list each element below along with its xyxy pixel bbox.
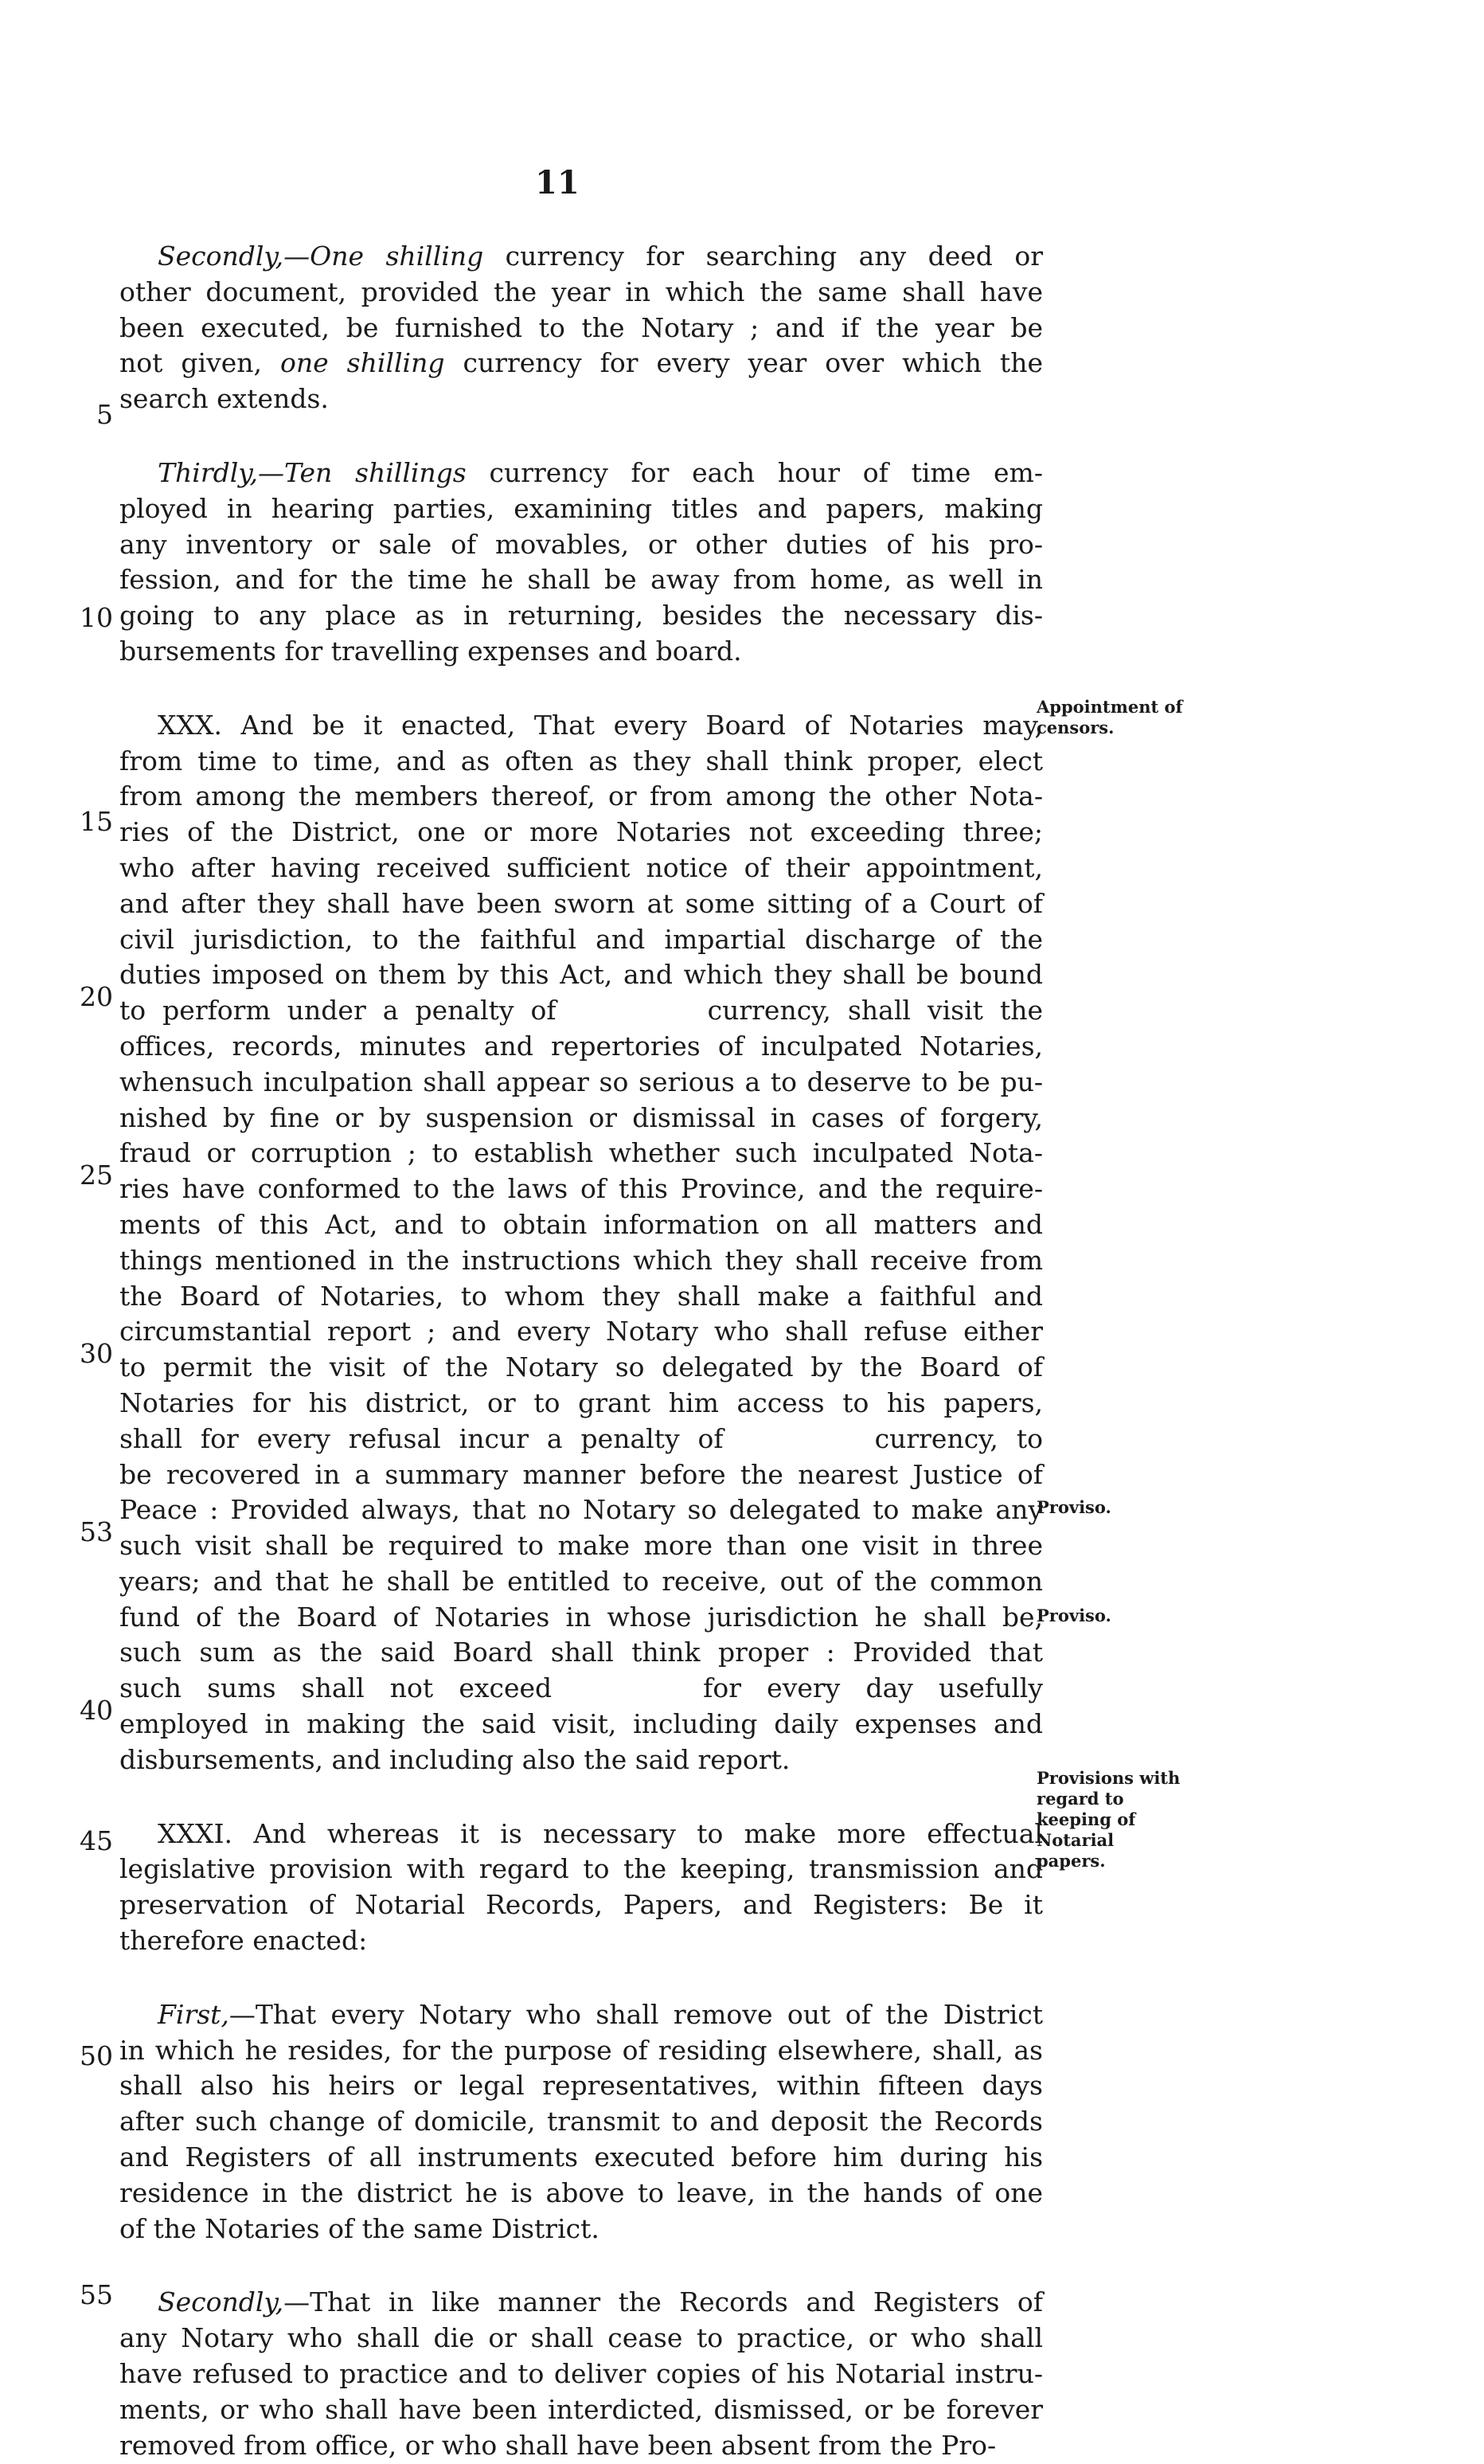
text-line bbox=[119, 957, 1043, 993]
text-span: years; and that he shall be entitled to receive, out of the common bbox=[119, 1565, 1043, 1597]
text-span: in which he resides, for the purpose of residing elsewhere, shall, as bbox=[119, 2034, 1043, 2066]
text-line bbox=[119, 381, 1043, 417]
line-number: 53 bbox=[80, 1516, 113, 1547]
text-span: search extends. bbox=[119, 383, 329, 415]
text-span: the Board of Notaries, to whom they shall make a faithful and bbox=[119, 1280, 1043, 1312]
text-line bbox=[119, 527, 1043, 563]
text-line bbox=[119, 1101, 1043, 1136]
text-span: other document, provided the year in which the same shall have bbox=[119, 276, 1043, 307]
text-span: things mentioned in the instructions which they shall receive from bbox=[119, 1244, 1043, 1276]
text-span: bursements for travelling expenses and board. bbox=[119, 635, 742, 667]
paragraph-gap bbox=[119, 417, 1043, 456]
text-line bbox=[119, 1600, 1043, 1636]
text-line bbox=[119, 1029, 1043, 1065]
text-line bbox=[119, 1422, 1043, 1457]
margin-note-provisions-notarial-papers: Provisions with regard to keeping of Notarial papers. bbox=[1037, 1768, 1181, 1871]
text-span: ments of this Act, and to obtain information on all matters and bbox=[119, 1208, 1043, 1240]
text-line bbox=[119, 1386, 1043, 1422]
text-line bbox=[119, 2392, 1043, 2428]
text-line bbox=[119, 1171, 1043, 1207]
text-span: after such change of domicile, transmit to and deposit the Records bbox=[119, 2106, 1043, 2137]
text-span: offices, records, minutes and repertories of inculpated Notaries, bbox=[119, 1030, 1043, 1062]
text-line bbox=[119, 1207, 1043, 1243]
line-number: 10 bbox=[80, 602, 113, 633]
text-span: to permit the visit of the Notary so delegated by the Board of bbox=[119, 1351, 1043, 1383]
line-number: 40 bbox=[80, 1695, 113, 1726]
text-line bbox=[119, 1528, 1043, 1564]
text-line bbox=[119, 634, 1043, 670]
text-span: for every day usefully bbox=[703, 1672, 1043, 1704]
text-span: currency, to bbox=[874, 1422, 1043, 1454]
text-span: XXX. And be it enacted, That every Board of Notaries may, bbox=[158, 709, 1043, 741]
paragraph-gap bbox=[119, 1778, 1043, 1817]
text-span: be recovered in a summary manner before the nearest Justice of bbox=[119, 1458, 1043, 1490]
text-span: have refused to practice and to deliver copies of his Notarial instru- bbox=[119, 2358, 1043, 2390]
text-line bbox=[119, 2428, 1043, 2464]
text-line bbox=[119, 886, 1043, 922]
text-line bbox=[119, 1852, 1043, 1887]
text-span: disbursements, and including also the said report. bbox=[119, 1743, 791, 1775]
text-span: who after having received sufficient notice of their appointment, bbox=[119, 851, 1043, 883]
text-span: currency, shall visit the bbox=[707, 995, 1043, 1027]
text-span: duties imposed on them by this Act, and which they shall be bound bbox=[119, 959, 1043, 991]
text-line bbox=[119, 2033, 1043, 2069]
paragraph-secondly-2 bbox=[119, 2285, 1043, 2463]
text-line bbox=[119, 851, 1043, 886]
line-number: 50 bbox=[80, 2040, 113, 2071]
text-span: residence in the district he is above to leave, in the hands of one bbox=[119, 2177, 1043, 2208]
text-span: XXXI. And whereas it is necessary to make more effectual bbox=[158, 1817, 1043, 1849]
margin-note-appointment-of-censors: Appointment of censors. bbox=[1037, 697, 1183, 737]
text-line bbox=[119, 1635, 1043, 1671]
text-span: whensuch inculpation shall appear so serious a to deserve to be pu- bbox=[119, 1066, 1043, 1097]
paragraph-thirdly bbox=[119, 456, 1043, 670]
text-span: not given, bbox=[119, 347, 280, 379]
text-line bbox=[119, 239, 1043, 275]
text-line bbox=[119, 1492, 1043, 1528]
paragraph-first bbox=[119, 1997, 1043, 2247]
text-span: currency for every year over which the bbox=[444, 347, 1043, 379]
line-number: 55 bbox=[80, 2279, 113, 2310]
text-line bbox=[119, 1243, 1043, 1279]
text-line bbox=[119, 1923, 1043, 1959]
text-line bbox=[119, 2212, 1043, 2247]
paragraph-gap bbox=[119, 670, 1043, 708]
line-number: 30 bbox=[80, 1338, 113, 1369]
text-line bbox=[119, 1671, 1043, 1707]
text-line bbox=[119, 815, 1043, 851]
text-line bbox=[119, 2321, 1043, 2356]
italic-text: Secondly,—One shilling bbox=[158, 241, 484, 272]
text-line bbox=[119, 922, 1043, 958]
text-line bbox=[119, 2356, 1043, 2392]
text-span: preservation of Notarial Records, Papers, and Registers: Be it bbox=[119, 1889, 1043, 1921]
text-span: from among the members thereof, or from among the other Nota- bbox=[119, 780, 1043, 812]
text-line bbox=[119, 456, 1043, 491]
italic-text: one shilling bbox=[280, 347, 445, 379]
text-span: fraud or corruption ; to establish whether such inculpated Nota- bbox=[119, 1137, 1043, 1169]
paragraph-xxxi bbox=[119, 1817, 1043, 1959]
text-span: fund of the Board of Notaries in whose jurisdiction he shall be, bbox=[119, 1601, 1043, 1633]
text-line bbox=[119, 1314, 1043, 1350]
margin-note-proviso: Proviso. bbox=[1037, 1497, 1111, 1517]
text-span: such sum as the said Board shall think proper : Provided that bbox=[119, 1637, 1043, 1668]
text-line bbox=[119, 346, 1043, 381]
text-line bbox=[119, 1564, 1043, 1600]
line-number: 20 bbox=[80, 981, 113, 1012]
text-span: ments, or who shall have been interdicted, dismissed, or be forever bbox=[119, 2393, 1043, 2425]
italic-text: Thirdly,—Ten shillings bbox=[158, 456, 467, 488]
line-number: 25 bbox=[80, 1160, 113, 1191]
text-line bbox=[119, 275, 1043, 311]
text-line bbox=[119, 779, 1043, 815]
text-span: from time to time, and as often as they shall think proper, elect bbox=[119, 745, 1043, 776]
text-line bbox=[119, 744, 1043, 780]
text-line bbox=[119, 2176, 1043, 2212]
text-span: legislative provision with regard to the keeping, transmission and bbox=[119, 1853, 1043, 1885]
paragraph-gap bbox=[119, 1959, 1043, 1997]
text-line bbox=[119, 1707, 1043, 1742]
text-span: ries have conformed to the laws of this Province, and the require- bbox=[119, 1173, 1043, 1205]
text-span: civil jurisdiction, to the faithful and impartial discharge of the bbox=[119, 923, 1043, 955]
line-number: 5 bbox=[96, 399, 113, 430]
italic-text: First, bbox=[158, 1998, 229, 2030]
line-number: 45 bbox=[80, 1825, 113, 1856]
text-span: —That in like manner the Records and Registers of bbox=[283, 2286, 1043, 2318]
text-line bbox=[119, 1997, 1043, 2033]
text-span: such sums shall not exceed bbox=[119, 1672, 553, 1704]
text-span: fession, and for the time he shall be away from home, as well in bbox=[119, 564, 1043, 596]
text-line bbox=[119, 311, 1043, 346]
text-span: shall for every refusal incur a penalty of bbox=[119, 1422, 724, 1454]
text-line bbox=[119, 1742, 1043, 1778]
main-text-column bbox=[119, 239, 1043, 2463]
text-line bbox=[119, 993, 1043, 1029]
text-line bbox=[119, 1817, 1043, 1852]
text-span: ries of the District, one or more Notaries not exceeding three; bbox=[119, 816, 1043, 848]
text-line bbox=[119, 1065, 1043, 1101]
text-span: shall also his heirs or legal representatives, within fifteen days bbox=[119, 2070, 1043, 2102]
text-line bbox=[119, 1457, 1043, 1493]
text-line bbox=[119, 2285, 1043, 2321]
text-span: —That every Notary who shall remove out of the District bbox=[228, 1998, 1043, 2030]
text-span: any Notary who shall die or shall cease to practice, or who shall bbox=[119, 2322, 1043, 2354]
text-span: and after they shall have been sworn at some sitting of a Court of bbox=[119, 887, 1043, 919]
line-number: 15 bbox=[80, 806, 113, 837]
text-line bbox=[119, 598, 1043, 634]
text-span: of the Notaries of the same District. bbox=[119, 2212, 599, 2244]
text-span: such visit shall be required to make more than one visit in three bbox=[119, 1530, 1043, 1562]
text-span: and Registers of all instruments executed before him during his bbox=[119, 2141, 1043, 2173]
text-span: circumstantial report ; and every Notary who shall refuse either bbox=[119, 1316, 1043, 1347]
text-line bbox=[119, 2140, 1043, 2176]
text-span: Peace : Provided always, that no Notary so delegated to make any bbox=[119, 1494, 1043, 1526]
paragraph-xxx bbox=[119, 708, 1043, 1778]
text-span: currency for searching any deed or bbox=[483, 241, 1044, 272]
text-line bbox=[119, 1136, 1043, 1171]
page-number: 11 bbox=[535, 164, 580, 201]
text-line bbox=[119, 2068, 1043, 2104]
paragraph-secondly-1 bbox=[119, 239, 1043, 417]
italic-text: Secondly, bbox=[158, 2286, 284, 2318]
text-line bbox=[119, 1350, 1043, 1386]
text-span: ployed in hearing parties, examining titles and papers, making bbox=[119, 492, 1043, 524]
text-line bbox=[119, 1887, 1043, 1923]
text-span: employed in making the said visit, including daily expenses and bbox=[119, 1708, 1043, 1740]
text-span: any inventory or sale of movables, or other duties of his pro- bbox=[119, 528, 1043, 560]
margin-note-proviso: Proviso. bbox=[1037, 1606, 1111, 1625]
text-span: Notaries for his district, or to grant him access to his papers, bbox=[119, 1386, 1043, 1418]
text-line bbox=[119, 2104, 1043, 2140]
text-line bbox=[119, 562, 1043, 598]
text-span: currency for each hour of time em- bbox=[466, 456, 1043, 488]
text-span: nished by fine or by suspension or dismissal in cases of forgery, bbox=[119, 1101, 1043, 1133]
text-span: to perform under a penalty of bbox=[119, 995, 556, 1027]
text-span: removed from office, or who shall have been absent from the Pro- bbox=[119, 2429, 997, 2461]
text-line bbox=[119, 1279, 1043, 1315]
text-span: been executed, be furnished to the Notary ; and if the year be bbox=[119, 311, 1043, 343]
text-span: therefore enacted: bbox=[119, 1925, 368, 1957]
text-line bbox=[119, 708, 1043, 744]
paragraph-gap bbox=[119, 2247, 1043, 2285]
text-span: going to any place as in returning, besides the necessary dis- bbox=[119, 600, 1043, 632]
text-line bbox=[119, 491, 1043, 527]
